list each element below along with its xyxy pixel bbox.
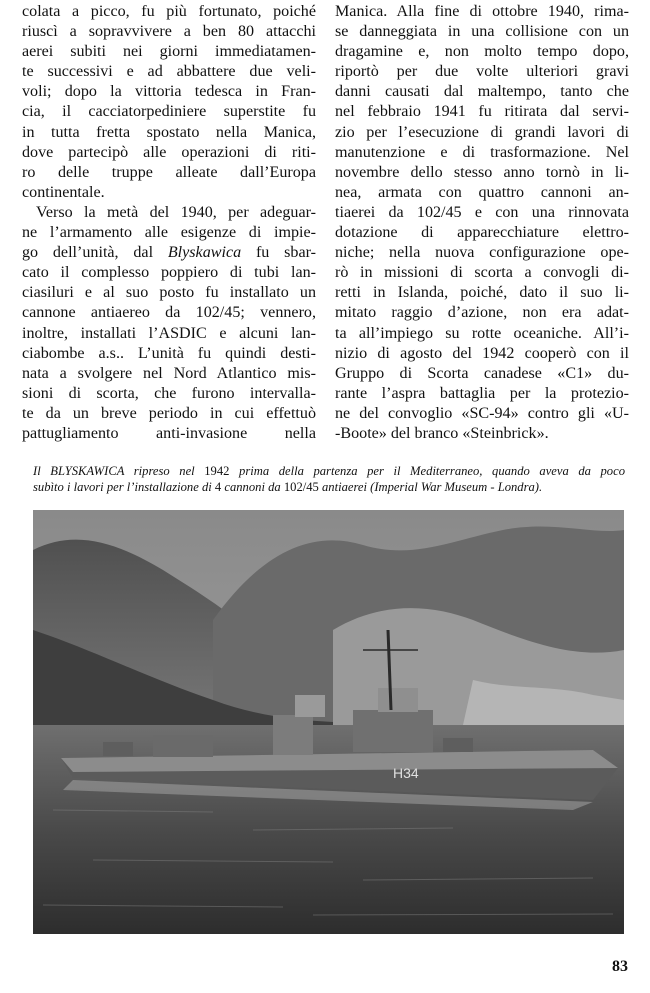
text-line: ciasiluri e al suo posto fu installato un bbox=[22, 284, 316, 302]
text-line: ne l’armamento alle esigenze di impie- bbox=[22, 224, 316, 242]
text-line: ne del convoglio «SC-94» contro gli «U- bbox=[335, 404, 629, 422]
text-line: nea, armata con quattro cannoni an- bbox=[335, 183, 629, 201]
text-line: se danneggiata in una collisione con un bbox=[335, 23, 629, 41]
text-line: niche; nella nuova configurazione ope- bbox=[335, 244, 629, 262]
caption-number: 4 bbox=[214, 480, 222, 494]
text-line: Manica. Alla fine di ottobre 1940, rima- bbox=[335, 3, 629, 20]
text-line: rante l’aspra battaglia per la protezio- bbox=[335, 384, 629, 402]
text-line: Gruppo di Scorta canadese «C1» du- bbox=[335, 364, 629, 382]
text-line: Verso la metà del 1940, per adeguar- bbox=[36, 203, 316, 221]
text-line: riportò per due volte ulteriori gravi bbox=[335, 63, 629, 81]
text-line: cannone antiaereo da 102/45; vennero, bbox=[22, 304, 316, 322]
caption-line-2 bbox=[33, 479, 625, 495]
caption-line-1 bbox=[33, 463, 625, 479]
text-line: aerei subiti nei giorni immediatamen- bbox=[22, 43, 316, 61]
text-line: nizio di agosto del 1942 cooperò con il bbox=[335, 344, 629, 362]
text-line: te da un breve periodo in cui effettuò bbox=[22, 404, 316, 422]
text-fragment: go dell’unità, dal bbox=[22, 244, 154, 262]
caption-year: 1942 bbox=[204, 464, 230, 478]
text-line: nata a svolgere nel Nord Atlantico mis- bbox=[22, 364, 316, 382]
text-line: dotazione di apparecchiature elettro- bbox=[335, 224, 629, 242]
text-line: ro delle truppe alleate dall’Europa bbox=[22, 163, 316, 181]
text-line-with-italic bbox=[22, 243, 316, 263]
text-line: inoltre, installati l’ASDIC e alcuni lan- bbox=[22, 324, 316, 342]
text-line: te successivi e ad abbattere due veli- bbox=[22, 63, 316, 81]
text-line: danni causati dal maltempo, tanto che bbox=[335, 83, 629, 101]
text-line: ciabombe a.s.. L’unità fu quindi desti- bbox=[22, 344, 316, 362]
hull-number: H34 bbox=[393, 765, 419, 781]
caption-fragment: subìto i lavori per l’installazione di bbox=[33, 480, 212, 494]
text-line: -Boote» del branco «Steinbrick». bbox=[335, 424, 549, 442]
text-line: dragamine e, non molto tempo dopo, bbox=[335, 43, 629, 61]
text-line: rò in missioni di scorta a convogli di- bbox=[335, 264, 629, 282]
text-line: sioni di scorta, che furono intervalla- bbox=[22, 384, 316, 402]
ship-name-italic: Blyskawica bbox=[167, 244, 242, 262]
photo-caption bbox=[33, 463, 625, 495]
destroyer-photo bbox=[33, 510, 624, 934]
text-line: retti in Islanda, poiché, dato il suo li- bbox=[335, 284, 629, 302]
text-line: voli; dopo la vittoria tedesca in Fran- bbox=[22, 83, 316, 101]
text-line: colata a picco, fu più fortunato, poiché bbox=[22, 3, 316, 20]
text-line: manutenzione e di trasformazione. Nel bbox=[335, 143, 629, 161]
text-line: zio per l’esecuzione di grandi lavori di bbox=[335, 123, 629, 141]
text-line: cato il complesso poppiero di tubi lan- bbox=[22, 264, 316, 282]
caption-fragment: Il BLYSKAWICA ripreso nel bbox=[33, 464, 195, 478]
text-fragment: fu sbar- bbox=[255, 244, 316, 262]
caption-number: 102/45 bbox=[283, 480, 319, 494]
text-line: in tutta fretta spostato nella Manica, bbox=[22, 123, 316, 141]
text-line: novembre dello stesso anno tornò in li- bbox=[335, 163, 629, 181]
text-line: riuscì a sopravvivere a ben 80 attacchi bbox=[22, 23, 316, 41]
left-text-column bbox=[22, 2, 316, 444]
text-line: nel febbraio 1941 fu ritirata dal servi- bbox=[335, 103, 629, 121]
text-line: dove partecipò alle operazioni di riti- bbox=[22, 143, 316, 161]
text-line: pattugliamento anti-invasione nella bbox=[22, 424, 316, 442]
text-line: ta all’impiego su rotte oceaniche. All’i- bbox=[335, 324, 629, 342]
text-line: tiaerei da 102/45 e con una rinnovata bbox=[335, 203, 629, 221]
text-line: mitato raggio d’azione, non era adat- bbox=[335, 304, 629, 322]
right-text-column bbox=[335, 2, 629, 444]
page-number: 83 bbox=[612, 958, 628, 975]
caption-fragment: prima della partenza per il Mediterraneo, quando aveva da poco bbox=[239, 464, 625, 478]
caption-fragment: antiaerei (Imperial War Museum - Londra). bbox=[322, 480, 543, 494]
text-line: continentale. bbox=[22, 183, 105, 201]
text-line: cia, il cacciatorpediniere superstite fu bbox=[22, 103, 316, 121]
caption-fragment: cannoni da bbox=[224, 480, 281, 494]
